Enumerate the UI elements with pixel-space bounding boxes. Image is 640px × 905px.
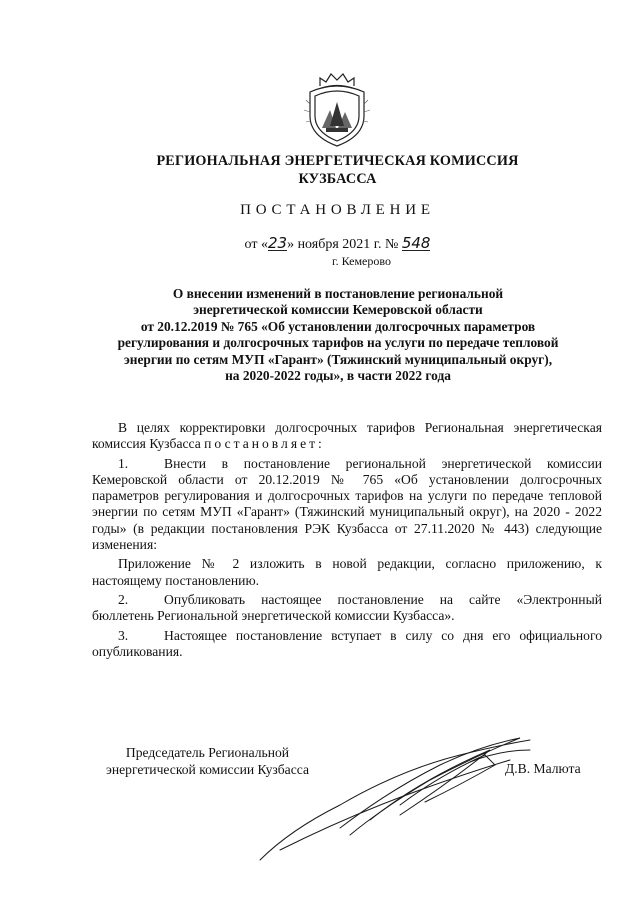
organization-title-line1: РЕГИОНАЛЬНАЯ ЭНЕРГЕТИЧЕСКАЯ КОМИССИЯ xyxy=(156,153,519,169)
signer-title xyxy=(106,744,309,778)
city-label: г. Кемерово xyxy=(332,254,391,268)
organization-title xyxy=(100,152,575,188)
signer-title-line1: Председатель Региональной xyxy=(125,745,290,760)
document-date-line xyxy=(100,236,575,253)
coat-of-arms-emblem xyxy=(296,66,378,150)
item-1-text: Внести в постановление региональной энергетической комиссии Кемеровской области от 20.12.2019 № 765 «Об установлении долгосрочных параметров регулирования и долгосрочных тарифов на услуги по передаче тепловой энергии по сетям МУП «Гарант» (Тяжинский муниципальный округ), на 2020 - 2022 годы» (в редакции постановления РЭК Кузбасса от 27.11.2020 № 443) следующие изменения: xyxy=(92,455,602,553)
subject-line: О внесении изменений в постановление региональной xyxy=(172,286,504,301)
item-3 xyxy=(92,628,602,661)
item-3-text: Настоящее постановление вступает в силу со дня его официального опубликования. xyxy=(92,627,602,659)
organization-title-line2: КУЗБАССА xyxy=(298,171,377,187)
signer-title-line2: энергетической комиссии Кузбасса xyxy=(106,762,309,777)
subject-line: энергии по сетям МУП «Гарант» (Тяжинский муниципальный округ), xyxy=(123,351,553,367)
item-1-sub: Приложение № 2 изложить в новой редакции, согласно приложению, к настоящему постановлению. xyxy=(92,556,602,588)
subject-line: регулирования и долгосрочных тарифов на услуги по передаче тепловой xyxy=(117,335,559,351)
document-type: ПОСТАНОВЛЕНИЕ xyxy=(240,202,435,218)
item-1 xyxy=(92,456,602,554)
document-subject xyxy=(92,286,584,384)
document-body xyxy=(92,420,602,660)
subject-line: от 20.12.2019 № 765 «Об установлении долгосрочных параметров xyxy=(140,318,536,334)
intro-text: В целях корректировки долгосрочных тарифов Региональная энергетическая комиссия Кузбасса xyxy=(92,420,602,452)
date-prefix: от « xyxy=(244,237,268,252)
item-2 xyxy=(92,592,602,625)
handwritten-day: 23 xyxy=(267,234,288,252)
item-2-number: 2. xyxy=(118,591,129,607)
item-3-number: 3. xyxy=(118,627,129,643)
intro-paragraph xyxy=(92,420,602,453)
signer-name: Д.В. Малюта xyxy=(505,761,581,776)
subject-line: на 2020-2022 годы», в части 2022 года xyxy=(225,368,451,384)
item-1-number: 1. xyxy=(118,455,129,471)
item-2-text: Опубликовать настоящее постановление на сайте «Электронный бюллетень Региональной энергетической комиссии Кузбасса». xyxy=(92,591,602,624)
date-middle: » ноября 2021 г. № xyxy=(287,237,399,252)
decree-word: постановляет: xyxy=(204,436,325,452)
subject-line: энергетической комиссии Кемеровской области xyxy=(193,302,483,318)
handwritten-document-number: 548 xyxy=(401,234,431,252)
handwritten-signature xyxy=(230,710,550,870)
